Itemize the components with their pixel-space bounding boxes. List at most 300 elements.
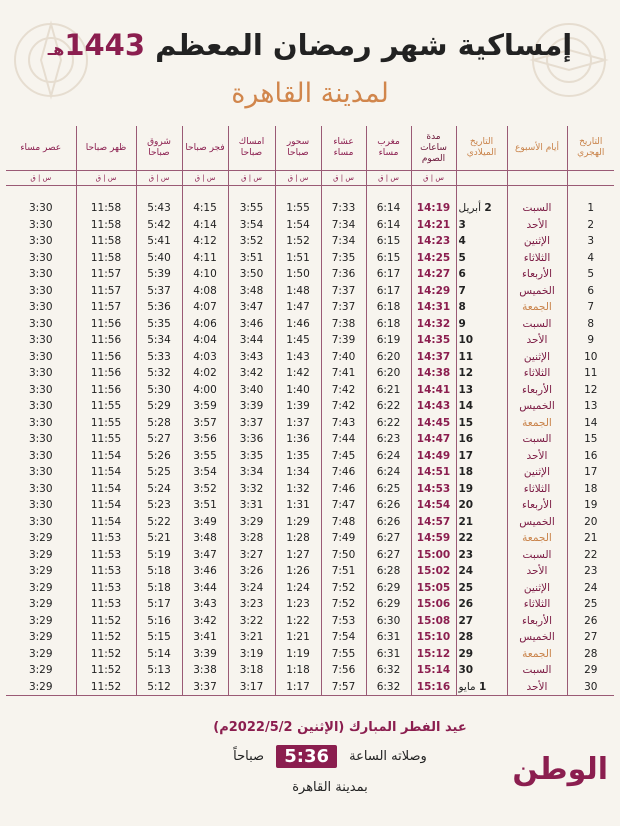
cell-sunrise: 5:39 — [136, 266, 182, 283]
cell-sunrise: 5:40 — [136, 250, 182, 267]
cell-fajr: 4:08 — [182, 283, 228, 300]
cell-asr: 3:29 — [28, 631, 53, 643]
cell-sunrise: 5:12 — [136, 679, 182, 696]
cell-gregorian — [456, 679, 507, 696]
cell-imsak: 3:34 — [228, 464, 275, 481]
cell-maghrib: 6:31 — [366, 629, 411, 646]
cell-hijri: 25 — [567, 596, 614, 613]
cell-fasting: 14:57 — [411, 514, 456, 531]
cell-suhoor: 1:22 — [275, 613, 321, 630]
cell-maghrib: 6:30 — [366, 613, 411, 630]
cell-dhuhr: 11:58 — [76, 233, 136, 250]
cell-maghrib: 6:27 — [366, 530, 411, 547]
prayer-prefix: وصلاته الساعة — [349, 749, 427, 764]
cell-isha: 7:57 — [321, 679, 366, 696]
cell-dhuhr: 11:52 — [76, 646, 136, 663]
header — [0, 0, 620, 120]
cell-asr: 3:30 — [28, 400, 53, 412]
cell-dhuhr: 11:53 — [76, 530, 136, 547]
cell-imsak: 3:40 — [228, 382, 275, 399]
cell-isha: 7:33 — [321, 200, 366, 217]
cell-suhoor: 1:17 — [275, 679, 321, 696]
table-row — [6, 233, 614, 250]
cell-hijri: 10 — [567, 349, 614, 366]
cell-imsak: 3:21 — [228, 629, 275, 646]
cell-suhoor: 1:50 — [275, 266, 321, 283]
unit-cell: س | ق — [6, 171, 76, 186]
cell-maghrib: 6:31 — [366, 646, 411, 663]
cell-fasting: 14:23 — [411, 233, 456, 250]
cell-isha: 7:45 — [321, 448, 366, 465]
cell-fasting: 14:41 — [411, 382, 456, 399]
cell-maghrib: 6:28 — [366, 563, 411, 580]
col-gregorian: التاريخ الميلادي — [456, 126, 507, 171]
col-maghrib: مغرب مساء — [366, 126, 411, 171]
cell-hijri: 3 — [567, 233, 614, 250]
cell-suhoor: 1:24 — [275, 580, 321, 597]
cell-maghrib: 6:15 — [366, 250, 411, 267]
cell-hijri: 28 — [567, 646, 614, 663]
cell-sunrise: 5:25 — [136, 464, 182, 481]
cell-fajr: 3:51 — [182, 497, 228, 514]
cell-asr: 3:30 — [28, 482, 53, 495]
gregorian-day: 24 — [458, 565, 474, 577]
cell-dhuhr: 11:52 — [76, 629, 136, 646]
cell-gregorian — [456, 332, 507, 349]
cell-asr: 3:29 — [28, 614, 53, 627]
cell-imsak: 3:47 — [228, 299, 275, 316]
cell-maghrib: 6:24 — [366, 464, 411, 481]
cell-gregorian — [456, 200, 507, 217]
cell-dhuhr: 11:53 — [76, 563, 136, 580]
schedule-table — [6, 126, 614, 696]
cell-maghrib: 6:20 — [366, 365, 411, 382]
prayer-suffix: صباحاً — [233, 749, 265, 764]
table-row — [6, 283, 614, 300]
cell-fasting: 14:51 — [411, 464, 456, 481]
gregorian-day: 23 — [458, 548, 474, 561]
page-title — [0, 28, 620, 62]
cell-hijri: 26 — [567, 613, 614, 630]
cell-weekday: الجمعة — [507, 530, 567, 547]
cell-sunrise: 5:24 — [136, 481, 182, 498]
cell-fasting: 15:08 — [411, 613, 456, 630]
cell-asr: 3:30 — [28, 433, 53, 445]
cell-gregorian — [456, 283, 507, 300]
unit-hour: س — [435, 174, 444, 182]
cell-imsak: 3:46 — [228, 316, 275, 333]
cell-asr: 3:29 — [28, 664, 53, 676]
gregorian-day: 29 — [458, 647, 474, 660]
cell-asr: 3:29 — [28, 598, 53, 610]
cell-imsak: 3:35 — [228, 448, 275, 465]
cell-suhoor: 1:23 — [275, 596, 321, 613]
cell-isha: 7:42 — [321, 382, 366, 399]
cell-suhoor: 1:29 — [275, 514, 321, 531]
cell-sunrise: 5:29 — [136, 398, 182, 415]
unit-empty — [456, 171, 507, 186]
col-fajr: فجر صباحا — [182, 126, 228, 171]
cell-hijri: 2 — [567, 217, 614, 234]
cell-dhuhr: 11:53 — [76, 596, 136, 613]
cell-asr: 3:30 — [28, 515, 53, 528]
cell-asr: 3:30 — [28, 301, 53, 313]
cell-suhoor: 1:43 — [275, 349, 321, 366]
cell-fajr: 3:52 — [182, 481, 228, 498]
cell-weekday: الأربعاء — [507, 382, 567, 399]
table-row — [6, 415, 614, 432]
cell-imsak: 3:32 — [228, 481, 275, 498]
cell-hijri: 16 — [567, 448, 614, 465]
cell-isha: 7:51 — [321, 563, 366, 580]
cell-asr: 3:30 — [28, 383, 53, 396]
cell-imsak: 3:24 — [228, 580, 275, 597]
table-row — [6, 629, 614, 646]
cell-sunrise: 5:17 — [136, 596, 182, 613]
cell-imsak: 3:28 — [228, 530, 275, 547]
cell-sunrise: 5:36 — [136, 299, 182, 316]
cell-dhuhr: 11:53 — [76, 547, 136, 564]
gregorian-day: 7 — [458, 284, 466, 297]
cell-isha: 7:46 — [321, 481, 366, 498]
cell-suhoor: 1:37 — [275, 415, 321, 432]
col-isha: عشاء مساء — [321, 126, 366, 171]
cell-dhuhr: 11:57 — [76, 299, 136, 316]
cell-hijri: 19 — [567, 497, 614, 514]
cell-isha: 7:40 — [321, 349, 366, 366]
table-row — [6, 497, 614, 514]
cell-fajr: 3:48 — [182, 530, 228, 547]
cell-suhoor: 1:48 — [275, 283, 321, 300]
cell-fasting: 15:00 — [411, 547, 456, 564]
cell-dhuhr: 11:52 — [76, 662, 136, 679]
gregorian-day: 25 — [458, 581, 474, 594]
cell-dhuhr: 11:55 — [76, 398, 136, 415]
cell-isha: 7:36 — [321, 266, 366, 283]
cell-suhoor: 1:36 — [275, 431, 321, 448]
cell-maghrib: 6:17 — [366, 283, 411, 300]
table-row — [6, 349, 614, 366]
cell-weekday: الأحد — [507, 448, 567, 465]
cell-sunrise: 5:43 — [136, 200, 182, 217]
cell-imsak: 3:37 — [228, 415, 275, 432]
cell-weekday: الثلاثاء — [507, 481, 567, 498]
gregorian-day: 12 — [458, 367, 474, 379]
schedule-body — [6, 200, 614, 696]
cell-hijri: 20 — [567, 514, 614, 531]
cell-fajr: 4:10 — [182, 266, 228, 283]
cell-weekday: السبت — [507, 316, 567, 333]
cell-fasting: 15:05 — [411, 580, 456, 597]
cell-suhoor: 1:47 — [275, 299, 321, 316]
unit-hour: س — [345, 174, 354, 182]
gregorian-day: 16 — [458, 433, 474, 445]
cell-suhoor: 1:45 — [275, 332, 321, 349]
cell-asr: 3:30 — [28, 284, 53, 297]
cell-weekday: الثلاثاء — [507, 250, 567, 267]
cell-fasting: 15:16 — [411, 679, 456, 696]
cell-weekday: الأحد — [507, 679, 567, 696]
table-row — [6, 217, 614, 234]
cell-hijri: 6 — [567, 283, 614, 300]
cell-imsak: 3:27 — [228, 547, 275, 564]
spacer-row — [6, 186, 614, 201]
gregorian-day: 14 — [458, 400, 474, 412]
units-row — [6, 171, 614, 186]
cell-suhoor: 1:21 — [275, 629, 321, 646]
cell-sunrise: 5:19 — [136, 547, 182, 564]
cell-fajr: 4:14 — [182, 217, 228, 234]
unit-minute: ق — [378, 174, 384, 182]
cell-hijri: 7 — [567, 299, 614, 316]
cell-fajr: 3:49 — [182, 514, 228, 531]
unit-minute: ق — [30, 174, 36, 182]
gregorian-day: 9 — [458, 317, 466, 330]
footer-city: بمدينة القاهرة — [292, 780, 368, 795]
cell-isha: 7:41 — [321, 365, 366, 382]
cell-weekday: الأحد — [507, 563, 567, 580]
table-row — [6, 250, 614, 267]
cell-isha: 7:38 — [321, 316, 366, 333]
cell-fasting: 14:45 — [411, 415, 456, 432]
gregorian-day: 5 — [458, 251, 466, 264]
cell-fajr: 4:00 — [182, 382, 228, 399]
cell-sunrise: 5:42 — [136, 217, 182, 234]
cell-sunrise: 5:35 — [136, 316, 182, 333]
gregorian-day: 30 — [458, 664, 474, 676]
cell-hijri: 13 — [567, 398, 614, 415]
cell-asr: 3:30 — [28, 367, 53, 379]
cell-fasting: 15:02 — [411, 563, 456, 580]
cell-gregorian — [456, 316, 507, 333]
cell-weekday: السبت — [507, 200, 567, 217]
unit-minute: ق — [333, 174, 339, 182]
cell-suhoor: 1:31 — [275, 497, 321, 514]
cell-sunrise: 5:30 — [136, 382, 182, 399]
cell-isha: 7:55 — [321, 646, 366, 663]
cell-weekday: الإثنين — [507, 580, 567, 597]
cell-dhuhr: 11:54 — [76, 448, 136, 465]
cell-imsak: 3:43 — [228, 349, 275, 366]
gregorian-month: أبريل — [458, 202, 482, 214]
eid-date: عيد الفطر المبارك (الإثنين 2022/5/2م) — [213, 720, 467, 735]
cell-dhuhr: 11:56 — [76, 382, 136, 399]
cell-fajr: 3:47 — [182, 547, 228, 564]
cell-asr: 3:30 — [28, 416, 53, 429]
cell-dhuhr: 11:54 — [76, 497, 136, 514]
cell-fajr: 4:04 — [182, 332, 228, 349]
cell-weekday: الأربعاء — [507, 613, 567, 630]
cell-imsak: 3:39 — [228, 398, 275, 415]
cell-weekday: الأحد — [507, 217, 567, 234]
cell-suhoor: 1:39 — [275, 398, 321, 415]
cell-suhoor: 1:52 — [275, 233, 321, 250]
cell-dhuhr: 11:57 — [76, 283, 136, 300]
table-row — [6, 613, 614, 630]
cell-asr: 3:29 — [28, 532, 53, 544]
unit-hour: س — [42, 174, 52, 182]
cell-imsak: 3:54 — [228, 217, 275, 234]
cell-isha: 7:56 — [321, 662, 366, 679]
cell-isha: 7:49 — [321, 530, 366, 547]
cell-fasting: 14:54 — [411, 497, 456, 514]
cell-isha: 7:34 — [321, 233, 366, 250]
cell-isha: 7:48 — [321, 514, 366, 531]
unit-empty — [507, 171, 567, 186]
cell-fajr: 3:55 — [182, 448, 228, 465]
footer — [0, 712, 620, 826]
cell-maghrib: 6:21 — [366, 382, 411, 399]
cell-weekday: الخميس — [507, 514, 567, 531]
cell-sunrise: 5:16 — [136, 613, 182, 630]
cell-gregorian — [456, 299, 507, 316]
cell-fasting: 14:21 — [411, 217, 456, 234]
cell-suhoor: 1:19 — [275, 646, 321, 663]
cell-fasting: 14:25 — [411, 250, 456, 267]
gregorian-month: مايو — [458, 680, 476, 693]
cell-dhuhr: 11:56 — [76, 365, 136, 382]
unit-cell: س | ق — [321, 171, 366, 186]
cell-hijri: 12 — [567, 382, 614, 399]
cell-isha: 7:54 — [321, 629, 366, 646]
cell-isha: 7:34 — [321, 217, 366, 234]
cell-suhoor: 1:40 — [275, 382, 321, 399]
cell-hijri: 27 — [567, 629, 614, 646]
cell-weekday: الخميس — [507, 283, 567, 300]
cell-fasting: 14:59 — [411, 530, 456, 547]
gregorian-day: 6 — [458, 268, 466, 280]
unit-cell: س | ق — [76, 171, 136, 186]
table-row — [6, 299, 614, 316]
schedule-table-wrap — [6, 126, 614, 708]
cell-weekday: السبت — [507, 547, 567, 564]
title-year-suffix: هـ — [47, 40, 65, 59]
gregorian-day: 8 — [458, 301, 466, 313]
cell-weekday: الأربعاء — [507, 266, 567, 283]
unit-cell: س | ق — [275, 171, 321, 186]
col-hijri: التاريخ الهجري — [567, 126, 614, 171]
cell-suhoor: 1:26 — [275, 563, 321, 580]
cell-hijri: 14 — [567, 415, 614, 432]
table-row — [6, 398, 614, 415]
gregorian-day: 15 — [458, 416, 474, 429]
cell-hijri: 8 — [567, 316, 614, 333]
cell-sunrise: 5:27 — [136, 431, 182, 448]
cell-asr: 3:29 — [6, 679, 76, 696]
cell-hijri: 21 — [567, 530, 614, 547]
col-sunrise: شروق صباحا — [136, 126, 182, 171]
cell-imsak: 3:17 — [228, 679, 275, 696]
cell-maghrib: 6:29 — [366, 580, 411, 597]
cell-fajr: 4:15 — [182, 200, 228, 217]
cell-gregorian — [456, 662, 507, 679]
table-row — [6, 365, 614, 382]
cell-fajr: 4:12 — [182, 233, 228, 250]
prayer-time: 5:36 — [276, 745, 337, 768]
cell-suhoor: 1:27 — [275, 547, 321, 564]
cell-sunrise: 5:33 — [136, 349, 182, 366]
unit-minute: ق — [95, 174, 102, 182]
cell-dhuhr: 11:58 — [76, 250, 136, 267]
cell-dhuhr: 11:56 — [76, 349, 136, 366]
cell-asr: 3:29 — [28, 565, 53, 577]
cell-imsak: 3:52 — [228, 233, 275, 250]
cell-suhoor: 1:55 — [275, 200, 321, 217]
gregorian-day: 17 — [458, 449, 474, 462]
cell-fajr: 3:38 — [182, 662, 228, 679]
cell-isha: 7:39 — [321, 332, 366, 349]
cell-isha: 7:42 — [321, 398, 366, 415]
cell-asr: 3:30 — [28, 449, 53, 462]
cell-asr: 3:30 — [28, 334, 53, 346]
cell-gregorian — [456, 613, 507, 630]
cell-asr: 3:29 — [28, 581, 53, 594]
cell-fasting: 15:10 — [411, 629, 456, 646]
cell-dhuhr: 11:54 — [76, 481, 136, 498]
cell-gregorian — [456, 382, 507, 399]
cell-asr: 3:30 — [28, 499, 53, 511]
col-fasting: مدة ساعات الصوم — [411, 126, 456, 171]
cell-fajr: 3:37 — [182, 679, 228, 696]
unit-minute: ق — [194, 174, 201, 182]
cell-fajr: 3:44 — [182, 580, 228, 597]
cell-sunrise: 5:22 — [136, 514, 182, 531]
header-row — [6, 126, 614, 171]
cell-fajr: 3:56 — [182, 431, 228, 448]
cell-imsak: 3:18 — [228, 662, 275, 679]
unit-hour: س — [160, 174, 170, 182]
table-row — [6, 448, 614, 465]
cell-fasting: 14:53 — [411, 481, 456, 498]
cell-weekday: الجمعة — [507, 415, 567, 432]
cell-maghrib: 6:17 — [366, 266, 411, 283]
cell-sunrise: 5:13 — [136, 662, 182, 679]
gregorian-day: 4 — [458, 235, 466, 247]
unit-cell: س | ق — [182, 171, 228, 186]
cell-weekday: الإثنين — [507, 349, 567, 366]
cell-weekday: الأربعاء — [507, 497, 567, 514]
unit-hour: س — [390, 174, 399, 182]
cell-maghrib: 6:32 — [366, 662, 411, 679]
table-row — [6, 580, 614, 597]
cell-suhoor: 1:35 — [275, 448, 321, 465]
cell-imsak: 3:23 — [228, 596, 275, 613]
cell-maghrib: 6:32 — [366, 679, 411, 696]
cell-gregorian — [456, 629, 507, 646]
cell-gregorian — [456, 233, 507, 250]
cell-fasting: 15:06 — [411, 596, 456, 613]
cell-sunrise: 5:21 — [136, 530, 182, 547]
cell-maghrib: 6:15 — [366, 233, 411, 250]
cell-maghrib: 6:27 — [366, 547, 411, 564]
cell-sunrise: 5:14 — [136, 646, 182, 663]
cell-maghrib: 6:26 — [366, 497, 411, 514]
cell-weekday: الخميس — [507, 629, 567, 646]
title-city: لمدينة القاهرة — [231, 78, 389, 109]
cell-fajr: 4:03 — [182, 349, 228, 366]
cell-gregorian — [456, 646, 507, 663]
cell-weekday: الجمعة — [507, 299, 567, 316]
cell-gregorian — [456, 217, 507, 234]
cell-maghrib: 6:25 — [366, 481, 411, 498]
cell-gregorian — [456, 481, 507, 498]
cell-imsak: 3:19 — [228, 646, 275, 663]
cell-asr: 3:30 — [28, 466, 53, 478]
cell-imsak: 3:26 — [228, 563, 275, 580]
cell-imsak: 3:50 — [228, 266, 275, 283]
cell-weekday: الإثنين — [507, 233, 567, 250]
cell-dhuhr: 11:55 — [76, 415, 136, 432]
